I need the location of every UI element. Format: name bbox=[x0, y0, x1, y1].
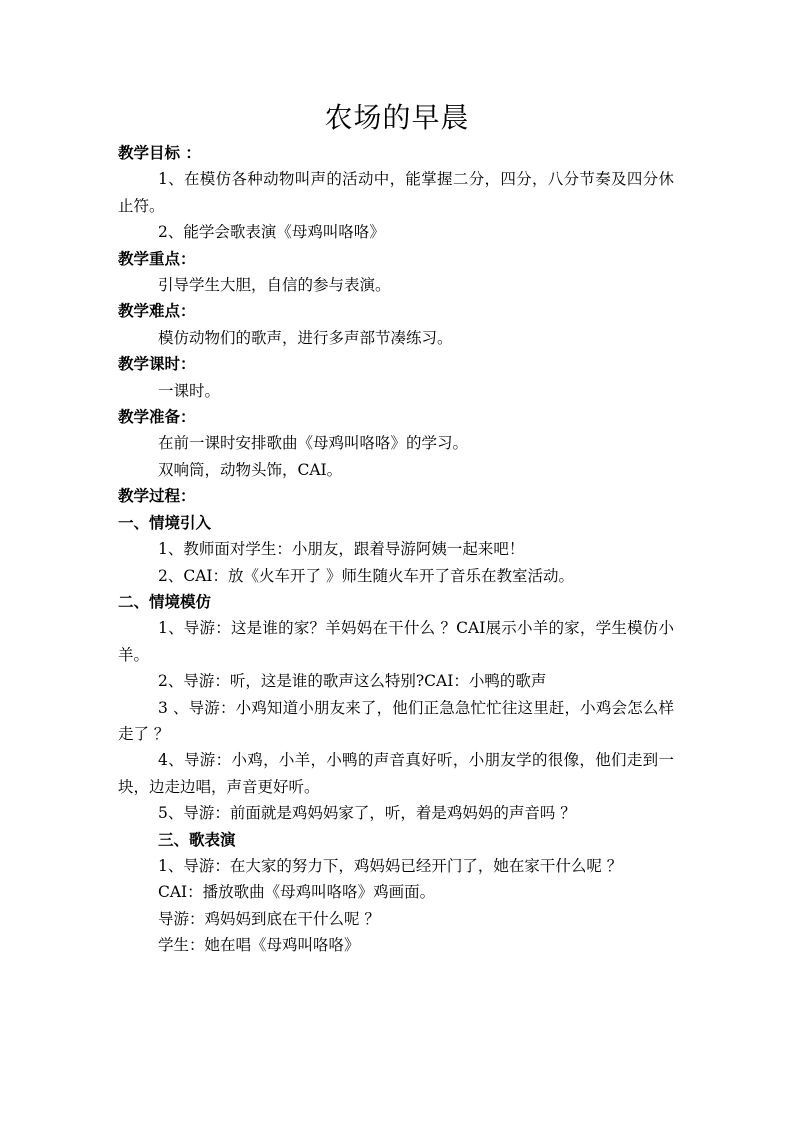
paragraph-line: 学生：她在唱《母鸡叫咯咯》 bbox=[158, 936, 360, 955]
section-heading: 教学准备： bbox=[118, 407, 196, 427]
paragraph-line: CAI：播放歌曲《母鸡叫咯咯》鸡画面。 bbox=[158, 883, 436, 902]
section-heading: 二、情境模仿 bbox=[118, 591, 212, 611]
section-heading: 教学课时： bbox=[118, 354, 196, 374]
section-heading: 教学目标 ： bbox=[118, 143, 201, 162]
section-heading: 一、情境引入 bbox=[118, 512, 212, 532]
paragraph-line: 5、导游：前面就是鸡妈妈家了，听，着是鸡妈妈的声音吗 ？ bbox=[158, 804, 576, 823]
paragraph-line: 引导学生大胆，自信的参与表演。 bbox=[158, 276, 391, 295]
document-title: 农场的早晨 bbox=[324, 101, 470, 134]
section-heading: 教学难点： bbox=[118, 301, 196, 321]
section-heading: 教学过程： bbox=[118, 486, 196, 506]
section-heading: 三、歌表演 bbox=[158, 829, 236, 849]
document-body bbox=[118, 140, 678, 959]
paragraph-line: 4、导游：小鸡，小羊，小鸭的声音真好听，小朋友学的很像，他们走到一块，边走边唱，声音更好听。 bbox=[118, 751, 674, 796]
paragraph-line: 1、教师面对学生：小朋友，跟着导游阿姨一起来吧！ bbox=[158, 540, 525, 559]
paragraph-line: 2、导游：听，这是谁的歌声这么特别?CAI：小鸭的歌声 bbox=[158, 672, 547, 691]
paragraph-line: 模仿动物们的歌声，进行多声部节凑练习。 bbox=[158, 328, 453, 347]
paragraph-line: 3 、导游：小鸡知道小朋友来了，他们正急急忙忙往这里赶，小鸡会怎么样走了 ？ bbox=[118, 698, 674, 743]
paragraph-line: 1、导游：在大家的努力下，鸡妈妈已经开门了，她在家干什么呢 ？ bbox=[158, 856, 623, 875]
section-heading: 教学重点： bbox=[118, 248, 196, 268]
paragraph-line: 2、能学会歌表演《母鸡叫咯咯》 bbox=[158, 223, 385, 242]
paragraph-line: 在前一课时安排歌曲《母鸡叫咯咯》的学习。 bbox=[158, 434, 469, 453]
paragraph-line: 导游：鸡妈妈到底在干什么呢 ？ bbox=[158, 909, 380, 928]
paragraph-line: 2、CAI：放《火车开了 》师生随火车开了音乐在教室活动。 bbox=[158, 566, 574, 585]
paragraph-line: 1、导游：这是谁的家？羊妈妈在干什么 ？CAI展示小羊的家，学生模仿小羊。 bbox=[118, 619, 674, 664]
paragraph-line: 1、在模仿各种动物叫声的活动中，能掌握二分，四分，八分节奏及四分休止符。 bbox=[118, 170, 674, 215]
paragraph-line: 双响筒，动物头饰，CAI。 bbox=[158, 460, 343, 479]
paragraph-line: 一课时。 bbox=[158, 381, 221, 400]
